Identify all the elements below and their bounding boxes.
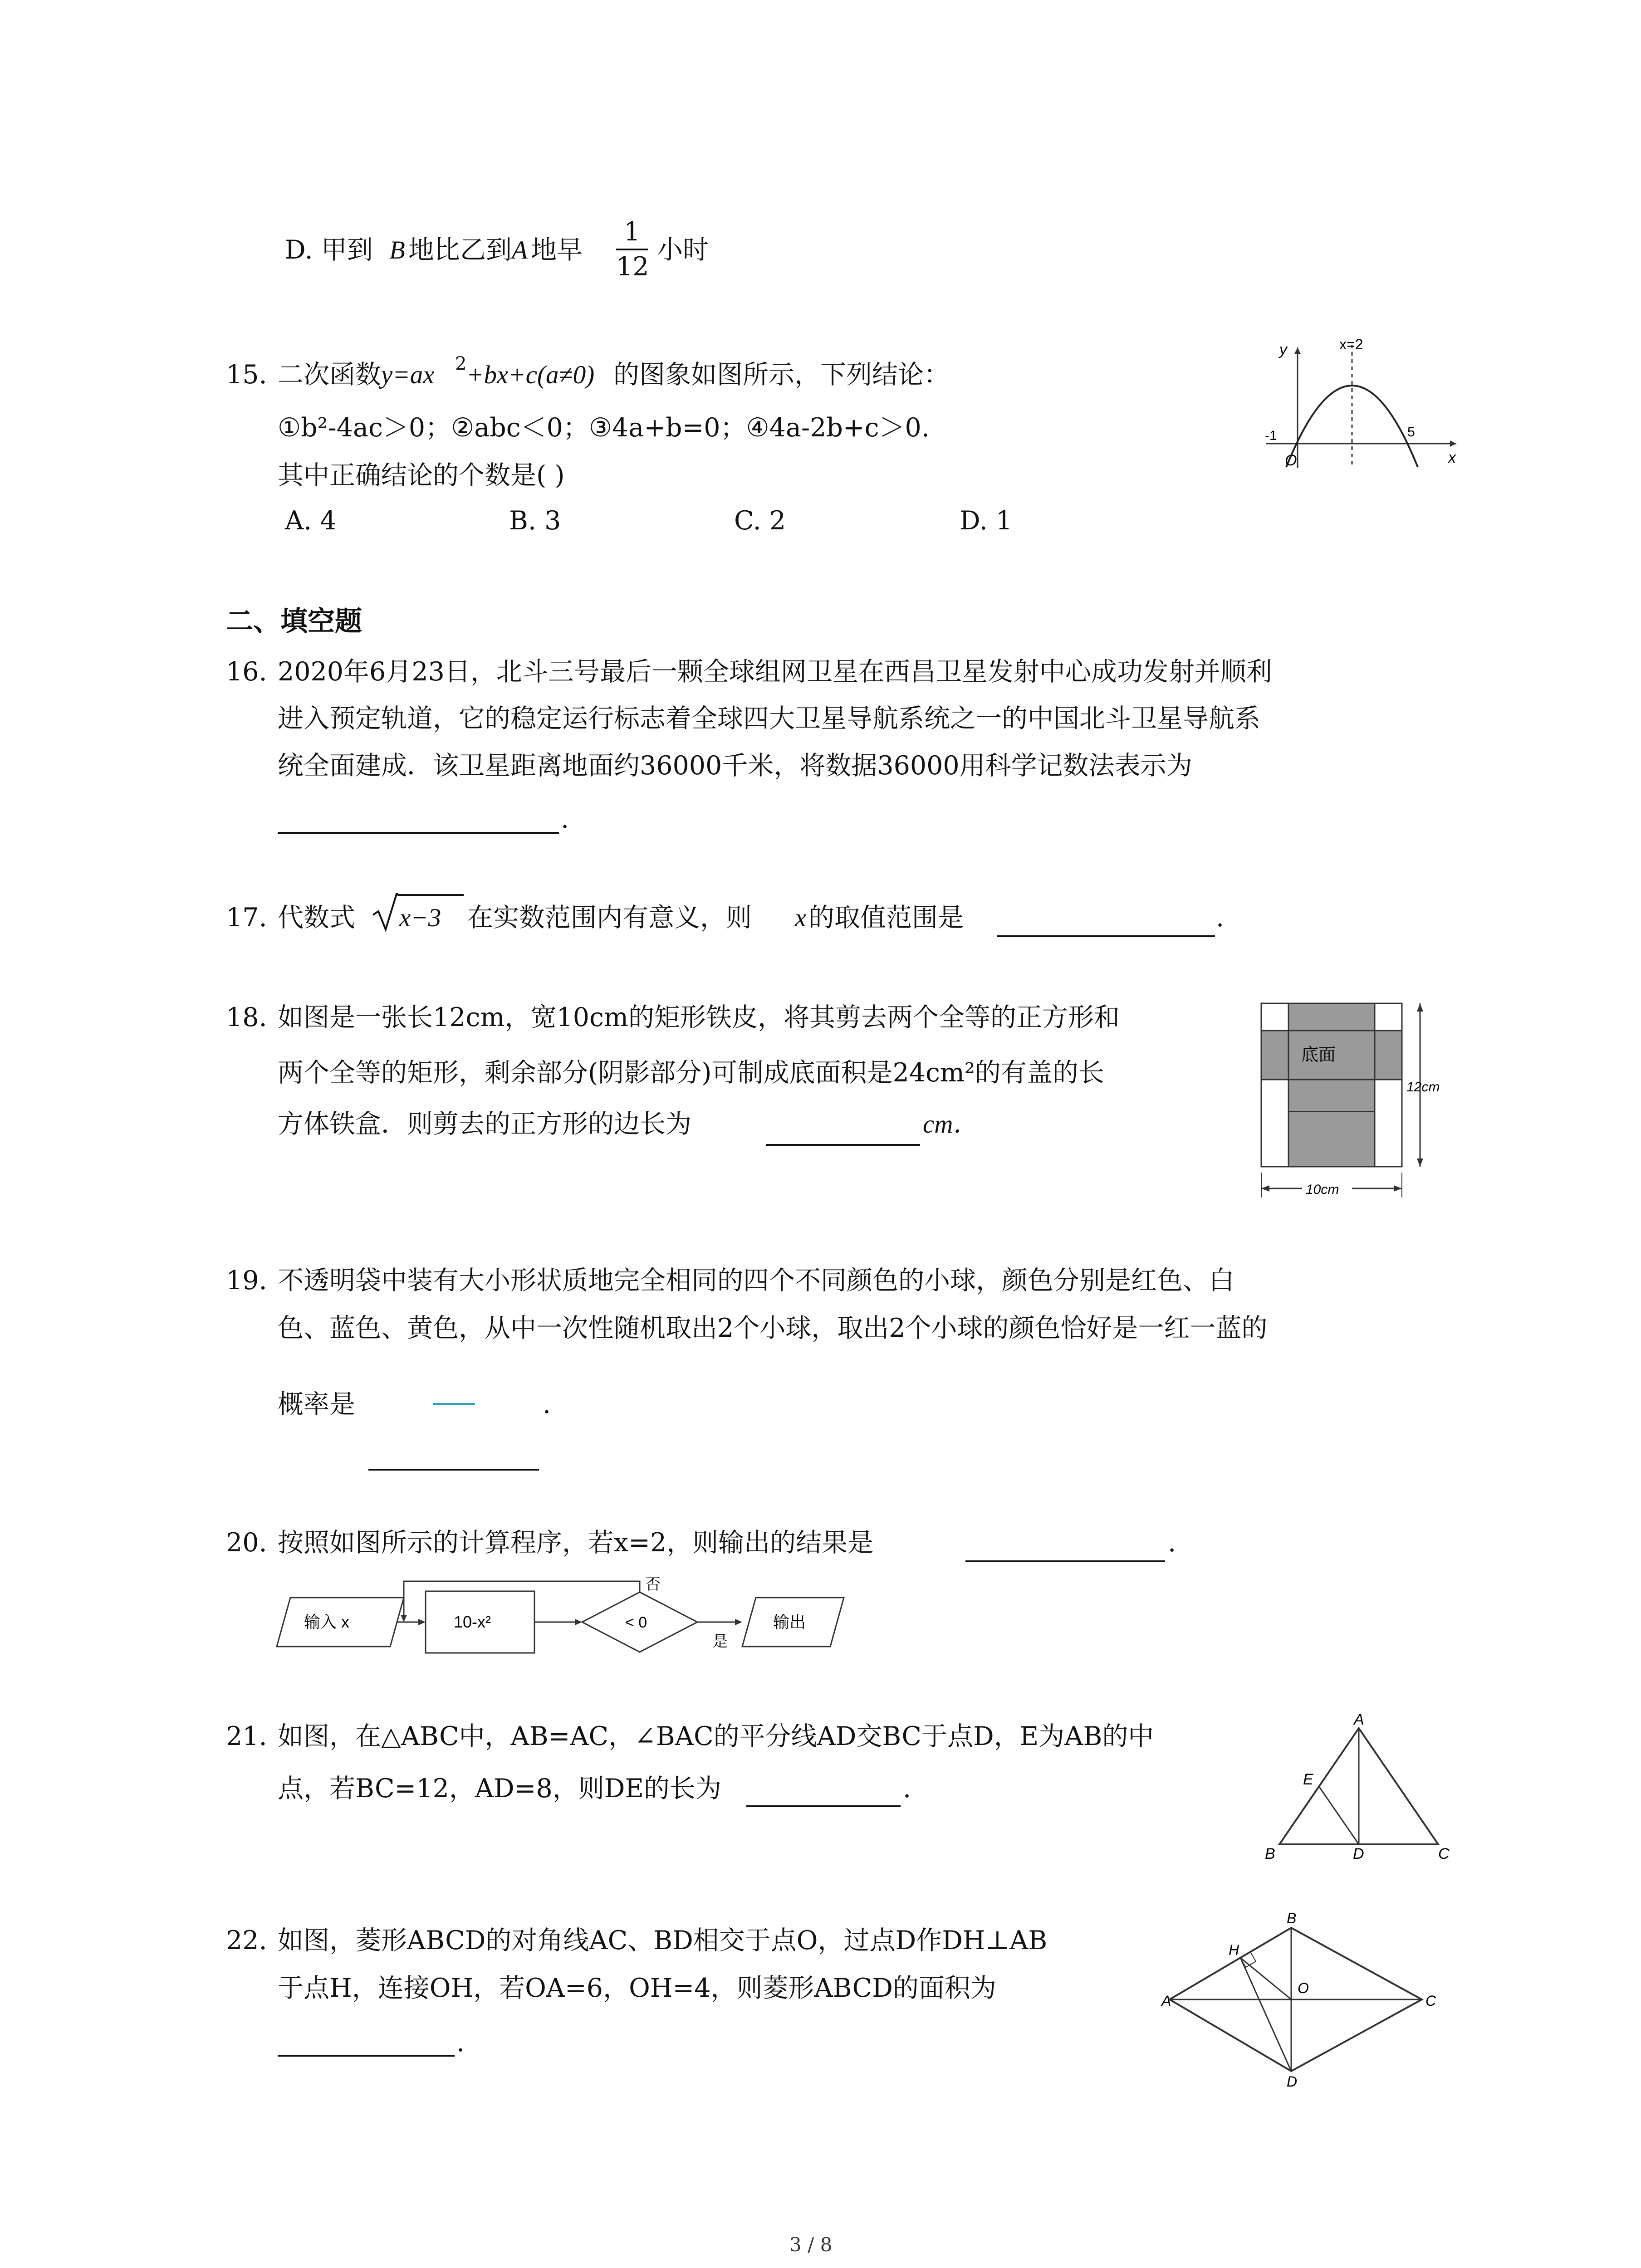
q21-number: 21. bbox=[226, 1721, 267, 1751]
q20-flowchart bbox=[277, 1574, 857, 1660]
q20-fig-calc: 10-x² bbox=[454, 1613, 491, 1631]
q14d-mid: 地比乙到 bbox=[408, 235, 512, 265]
q16-line1: 2020年6月23日，北斗三号最后一颗全球组网卫星在西昌卫星发射中心成功发射并顺利 bbox=[278, 657, 1272, 687]
q17-radicand: x−3 bbox=[399, 904, 441, 932]
page-number: 3 / 8 bbox=[789, 2234, 833, 2256]
q16-line3: 统全面建成．该卫星距离地面约36000千米，将数据36000用科学记数法表示为 bbox=[278, 751, 1192, 781]
q16-end: . bbox=[561, 804, 569, 834]
q19-fraction-bar bbox=[433, 1403, 475, 1405]
q14d-fraction bbox=[616, 219, 648, 280]
q15-line1e: 的图象如图所示，下列结论： bbox=[613, 360, 950, 390]
q15-fig-origin: O bbox=[1285, 452, 1297, 469]
q20-end: . bbox=[1168, 1528, 1176, 1558]
sqrt-sign-icon bbox=[371, 891, 398, 932]
q15-fig-x: x bbox=[1448, 449, 1456, 466]
q21-triangle-figure bbox=[1252, 1711, 1452, 1864]
q19-answer-blank[interactable] bbox=[368, 1469, 539, 1471]
q20-fig-cond: < 0 bbox=[625, 1614, 647, 1631]
q21-fig-c: C bbox=[1438, 1845, 1450, 1862]
q20-number: 20. bbox=[226, 1528, 267, 1558]
q22-fig-b: B bbox=[1287, 1910, 1297, 1926]
section-heading-fill-blank: 二、填空题 bbox=[226, 606, 362, 637]
q18-unit: cm． bbox=[923, 1110, 979, 1139]
q16-line2: 进入预定轨道，它的稳定运行标志着全球四大卫星导航系统之一的中国北斗卫星导航系 bbox=[278, 704, 1260, 733]
q15-option-a: A. 4 bbox=[285, 506, 337, 536]
q15-option-b: B. 3 bbox=[509, 506, 561, 536]
q15-line1d: +bx+c(a≠0) bbox=[466, 361, 595, 389]
q18-line3: 方体铁盒．则剪去的正方形的边长为 bbox=[278, 1109, 691, 1139]
q22-line1: 如图，菱形ABCD的对角线AC、BD相交于点O，过点D作DH⊥AB bbox=[278, 1926, 1048, 1955]
q18-fig-base: 底面 bbox=[1301, 1046, 1336, 1065]
q15-option-c: C. 2 bbox=[734, 506, 786, 536]
q18-line1: 如图是一张长12cm，宽10cm的矩形铁皮，将其剪去两个全等的正方形和 bbox=[278, 1002, 1120, 1032]
q22-answer-blank[interactable] bbox=[278, 2055, 455, 2057]
q14d-numerator: 1 bbox=[623, 217, 641, 247]
q17-post: 在实数范围内有意义，则 bbox=[467, 903, 752, 933]
q22-fig-h: H bbox=[1229, 1942, 1239, 1958]
q15-line3: 其中正确结论的个数是( ) bbox=[278, 460, 565, 490]
q20-fig-output: 输出 bbox=[773, 1613, 806, 1631]
q21-fig-e: E bbox=[1303, 1771, 1313, 1788]
q17-number: 17. bbox=[226, 903, 267, 933]
q21-answer-blank[interactable] bbox=[746, 1805, 901, 1807]
q19-line3: 概率是 bbox=[278, 1389, 355, 1419]
q19-line2: 色、蓝色、黄色，从中一次性随机取出2个小球，取出2个小球的颜色恰好是一红一蓝的 bbox=[278, 1313, 1268, 1343]
q14d-denominator: 12 bbox=[616, 252, 649, 282]
q18-number: 18. bbox=[226, 1002, 267, 1032]
q15-fig-five: 5 bbox=[1407, 425, 1415, 440]
q22-fig-d: D bbox=[1287, 2073, 1298, 2090]
q14d-mid2: 地早 bbox=[531, 235, 583, 265]
q19-number: 19. bbox=[226, 1266, 267, 1295]
q14d-suffix: 小时 bbox=[657, 235, 709, 265]
q22-end: . bbox=[456, 2028, 465, 2058]
q16-number: 16. bbox=[226, 657, 267, 687]
q18-line2: 两个全等的矩形，剩余部分(阴影部分)可制成底面积是24cm²的有盖的长 bbox=[278, 1058, 1104, 1088]
q18-fig-width: 10cm bbox=[1306, 1182, 1339, 1197]
q20-fig-no: 否 bbox=[645, 1576, 661, 1593]
q15-option-d: D. 1 bbox=[960, 506, 1013, 536]
q22-fig-a: A bbox=[1161, 1993, 1171, 2009]
q19-end: . bbox=[543, 1389, 551, 1419]
q22-rhombus-figure bbox=[1148, 1910, 1456, 2091]
q21-fig-b: B bbox=[1265, 1845, 1275, 1862]
q16-answer-blank[interactable] bbox=[278, 832, 559, 834]
q17-post2: 的取值范围是 bbox=[808, 903, 964, 933]
q17-answer-blank[interactable] bbox=[997, 935, 1215, 937]
q15-line1a: 二次函数 bbox=[278, 360, 381, 390]
q18-fig-height: 12cm bbox=[1406, 1080, 1440, 1095]
q15-line1b: y=ax bbox=[381, 361, 435, 389]
q15-number: 15. bbox=[226, 360, 267, 390]
q21-fig-a: A bbox=[1354, 1711, 1364, 1728]
q15-fig-neg1: -1 bbox=[1265, 428, 1277, 443]
q18-answer-blank[interactable] bbox=[766, 1144, 920, 1146]
q17-x: x bbox=[795, 904, 807, 932]
q18-box-net-figure bbox=[1257, 998, 1456, 1211]
q15-fig-axis-label: x=2 bbox=[1339, 336, 1363, 352]
q15-line1c: 2 bbox=[455, 353, 467, 374]
q15-fig-y: y bbox=[1279, 341, 1287, 358]
q22-fig-o: O bbox=[1298, 1980, 1309, 1996]
q20-line1: 按照如图所示的计算程序，若x=2，则输出的结果是 bbox=[278, 1528, 874, 1558]
q22-number: 22. bbox=[226, 1926, 267, 1955]
q22-fig-c: C bbox=[1425, 1993, 1436, 2009]
q14d-point-b: B bbox=[389, 236, 405, 264]
q20-fig-yes: 是 bbox=[712, 1633, 728, 1650]
q21-line2: 点，若BC=12，AD=8，则DE的长为 bbox=[278, 1774, 722, 1804]
q17-end: . bbox=[1216, 903, 1225, 933]
q22-line2: 于点H，连接OH，若OA=6，OH=4，则菱形ABCD的面积为 bbox=[278, 1973, 996, 2003]
q15-line2: ①b²-4ac＞0；②abc＜0；③4a+b=0；④4a-2b+c＞0. bbox=[278, 413, 930, 443]
q14d-prefix: D. 甲到 bbox=[285, 235, 373, 265]
q17-vinculum bbox=[397, 894, 464, 896]
q20-fig-input: 输入 x bbox=[304, 1613, 350, 1631]
q14d-point-a: A bbox=[512, 236, 528, 264]
q20-answer-blank[interactable] bbox=[965, 1560, 1165, 1562]
q19-line1: 不透明袋中装有大小形状质地完全相同的四个不同颜色的小球，颜色分别是红色、白 bbox=[278, 1266, 1234, 1295]
q21-fig-d: D bbox=[1353, 1845, 1364, 1862]
q15-parabola-figure bbox=[1261, 336, 1461, 472]
q21-line1: 如图，在△ABC中，AB=AC，∠BAC的平分线AD交BC于点D，E为AB的中 bbox=[278, 1721, 1154, 1751]
q21-end: . bbox=[903, 1774, 911, 1804]
q17-pre: 代数式 bbox=[278, 903, 355, 933]
